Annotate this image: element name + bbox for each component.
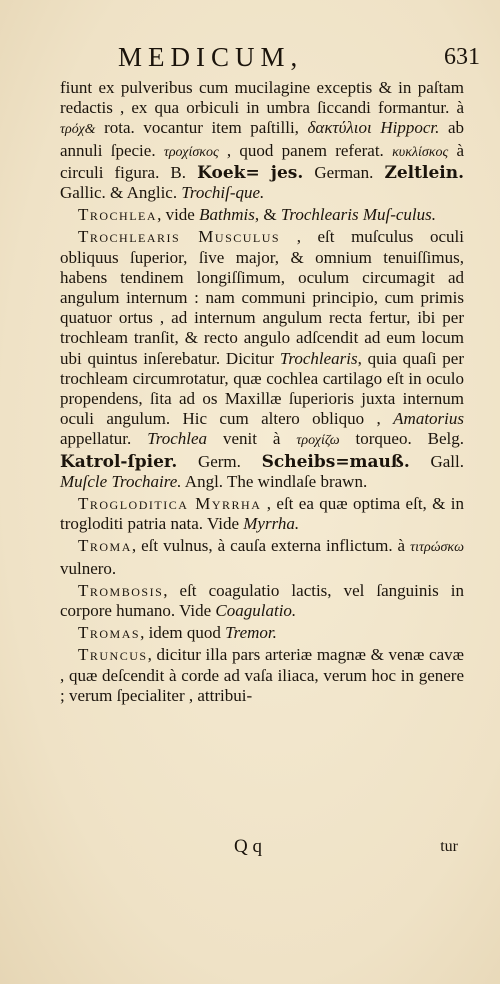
entry-text: , & [254, 205, 281, 225]
dictionary-entry [60, 581, 464, 621]
dictionary-entry [60, 645, 464, 706]
entry-text: torqueo. Belg. [339, 429, 464, 449]
italic-text: Tremor. [225, 623, 277, 643]
entry-text: Germ. [177, 451, 262, 471]
entry-text: Gallic. & Anglic. [60, 183, 182, 203]
entry-text: Angl. The windlaſe brawn. [181, 471, 368, 491]
italic-text: Muſcle Trochaire. [60, 471, 182, 491]
entry-text: , dicitur illa pars arteriæ magnæ & venæ cavæ , quæ deſcendit à corde ad vaſa iliaca, verum hoc in genere ; verum ſpecialiter , attribui- [60, 645, 464, 705]
catchword: tur [440, 838, 458, 855]
entry-text: fiunt ex pulveribus cum mucilagine exceptis & in paſtam redactis , ex qua orbiculi in umbra ſiccandi formantur. à [60, 78, 464, 118]
blackletter-text: Katrol-ſpier. [60, 451, 178, 472]
entry-text [260, 163, 271, 182]
entry-text: , quia quaſi per trochleam circumrotatur, quæ cochlea cartilago eſt in oculo propendens, ſita ad os Maxillæ ſuperioris juxta internum oculi angulum. Hic cum altero obliquo , [60, 348, 465, 429]
italic-text: Bathmis [199, 205, 255, 225]
dictionary-entry [60, 205, 464, 225]
blackletter-text: Scheibs=mauß. [261, 451, 410, 472]
page-header [0, 42, 500, 78]
greek-text: κυκλίσκος [392, 144, 449, 160]
greek-text: τρόχ& [60, 122, 96, 138]
entry-text: rota. vocantur item paſtilli, [95, 118, 308, 138]
headword: Trochlearis Musculus [78, 227, 281, 247]
greek-text: τροχίζω [296, 433, 340, 449]
entry-text: , idem quod [140, 623, 226, 643]
italic-text: Trochlearis Muſ-culus. [280, 205, 437, 225]
italic-text: Trochlea [147, 429, 208, 449]
headword: Truncus [78, 645, 148, 665]
entry-text: , eſt ea quæ optima eſt, & in trogloditi patria nata. Vide [60, 494, 465, 534]
italic-text: Coagulatio. [215, 601, 297, 621]
greek-text: τροχίσκος [163, 144, 219, 160]
dictionary-entry [60, 494, 464, 534]
italic-text: Myrrha. [243, 514, 300, 534]
greek-text: τιτρώσκω [410, 540, 464, 556]
entry-text: , eſt vulnus, à cauſa externa inflictum. à [131, 536, 411, 556]
blackletter-text: Zeltlein. [384, 162, 464, 183]
headword: Trochlea [78, 205, 158, 225]
entry-text: , quod panem referat. [218, 140, 393, 160]
dictionary-entry [60, 536, 464, 578]
dictionary-text [60, 78, 464, 708]
entry-text: venit à [207, 429, 297, 449]
page-footer [0, 836, 500, 866]
headword: Troma [78, 536, 132, 556]
dictionary-entry [60, 227, 464, 492]
entry-text: , eſt coagulatio lactis, vel ſanguinis in corpore humano. Vide [60, 580, 464, 621]
signature-mark: Q q [234, 836, 262, 857]
headword: Tromas [78, 623, 141, 643]
dictionary-entry [60, 623, 464, 643]
blackletter-text: Koek= [197, 162, 260, 183]
entry-text: appellatur. [60, 429, 148, 449]
headword: Trombosis [78, 580, 164, 600]
entry-text: à circuli figura. B. [60, 140, 464, 182]
italic-text: δακτύλιοι Hippocr. [307, 118, 440, 138]
entry-text: , vide [157, 205, 200, 225]
entry-text: vulnero. [60, 558, 117, 578]
italic-text: Amatorius [393, 409, 464, 429]
headword: Trogloditica Myrrha [78, 494, 262, 514]
running-head: MEDICUM, [118, 42, 304, 72]
entry-text: ab annuli ſpecie. [60, 118, 464, 160]
entry-text: German. [303, 162, 385, 182]
entry-text: Gall. [409, 451, 464, 471]
entry-continuation [60, 78, 464, 203]
page-number: 631 [444, 44, 480, 70]
blackletter-text: jes. [270, 162, 304, 183]
italic-text: Trochlearis [279, 348, 358, 368]
italic-text: Trochiſ-que. [181, 183, 265, 203]
entry-text: , eſt muſculus oculi obliquus ſuperior, ſive major, & omnium tenuiſſimus, habens tendinem longiſſimum, oculum circumagit ad angulum internum : nam communi principio, cum primis quatuor ortus , ad internum angulum recta fertur, ibi per trochleam tranſit, & recto angulo adſcendit ad eum locum ubi quintus inſerebatur. Dicitur [60, 227, 464, 368]
